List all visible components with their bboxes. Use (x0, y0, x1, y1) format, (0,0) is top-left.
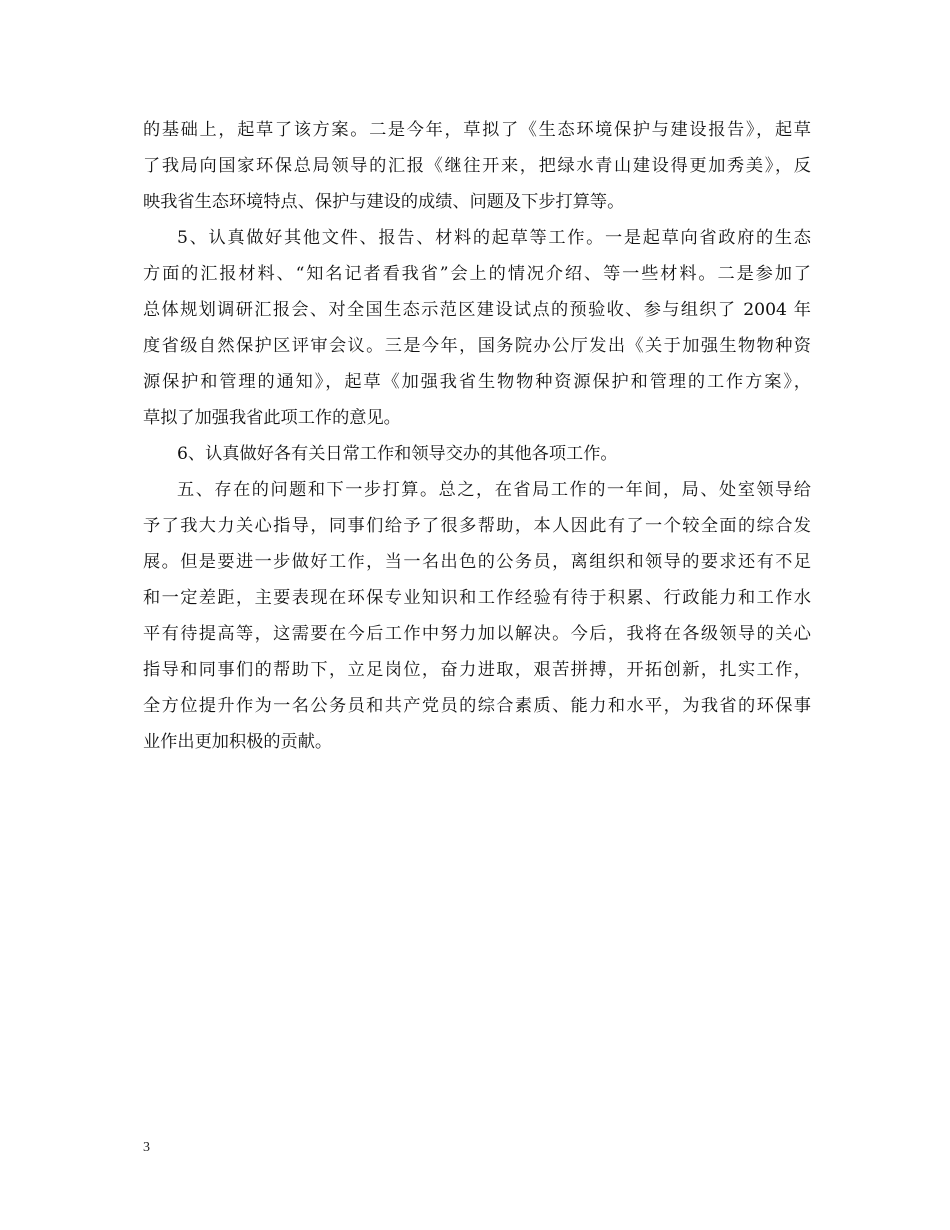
text-line: 指导和同事们的帮助下，立足岗位，奋力进取，艰苦拼搏，开拓创新，扎实工作， (143, 660, 811, 680)
text-line: 映我省生态环境特点、保护与建设的成绩、问题及下步打算等。 (143, 192, 625, 212)
text-line: 了我局向国家环保总局领导的汇报《继往开来，把绿水青山建设得更加秀美》，反 (143, 156, 811, 176)
page-number: 3 (143, 1140, 150, 1155)
paragraph-section-5 (143, 472, 811, 760)
text-line: 全方位提升作为一名公务员和共产党员的综合素质、能力和水平，为我省的环保事 (143, 696, 811, 716)
text-line: 度省级自然保护区评审会议。三是今年，国务院办公厅发出《关于加强生物物种资 (143, 336, 811, 356)
text-line: 总体规划调研汇报会、对全国生态示范区建设试点的预验收、参与组织了 2004 年 (143, 300, 811, 320)
text-line: 草拟了加强我省此项工作的意见。 (143, 408, 401, 428)
text-line: 平有待提高等，这需要在今后工作中努力加以解决。今后，我将在各级领导的关心 (143, 624, 811, 644)
text-line: 和一定差距，主要表现在环保专业知识和工作经验有待于积累、行政能力和工作水 (143, 588, 811, 608)
text-line: 展。但是要进一步做好工作，当一名出色的公务员，离组织和领导的要求还有不足 (143, 552, 811, 572)
text-line: 的基础上，起草了该方案。二是今年，草拟了《生态环境保护与建设报告》，起草 (143, 120, 811, 140)
text-line: 业作出更加积极的贡献。 (143, 732, 333, 752)
text-line: 方面的汇报材料、“知名记者看我省”会上的情况介绍、等一些材料。二是参加了 (143, 264, 811, 284)
text-line: 5、认真做好其他文件、报告、材料的起草等工作。一是起草向省政府的生态 (177, 228, 811, 248)
paragraph-item-5 (143, 220, 811, 436)
text-line: 予了我大力关心指导，同事们给予了很多帮助，本人因此有了一个较全面的综合发 (143, 516, 811, 536)
paragraph-item-6 (143, 436, 811, 472)
document-body (143, 112, 811, 760)
paragraph-continuation (143, 112, 811, 220)
text-line: 五、存在的问题和下一步打算。总之，在省局工作的一年间，局、处室领导给 (177, 480, 811, 500)
text-line: 6、认真做好各有关日常工作和领导交办的其他各项工作。 (177, 444, 618, 464)
text-line: 源保护和管理的通知》，起草《加强我省生物物种资源保护和管理的工作方案》， (143, 372, 811, 392)
